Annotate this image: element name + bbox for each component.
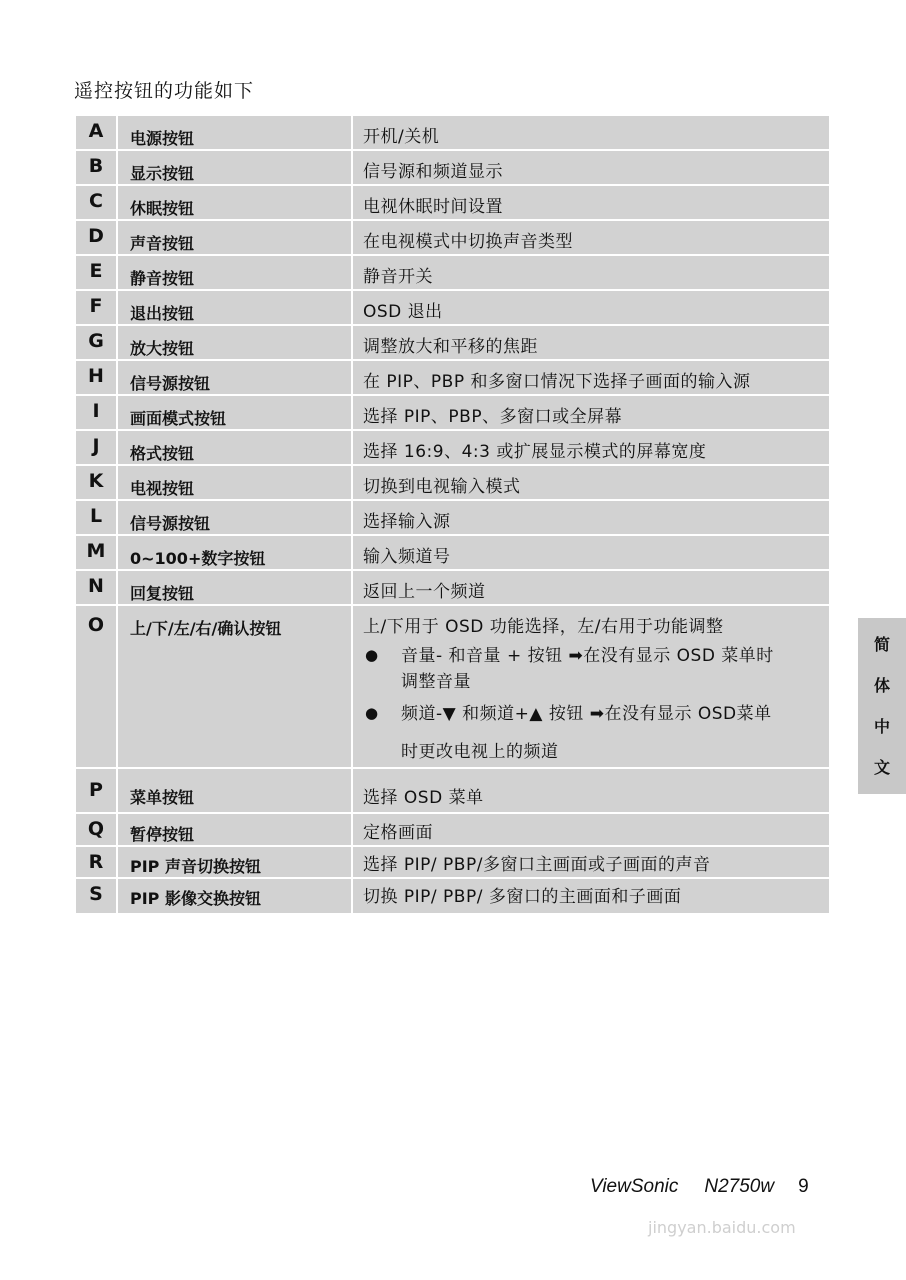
button-function: 电视休眠时间设置	[352, 185, 830, 220]
row-letter: O	[75, 605, 117, 768]
side-tab-char: 体	[873, 676, 890, 695]
bullet-text: 音量- 和音量 + 按钮 ➡在没有显示 OSD 菜单时	[401, 646, 774, 666]
button-function: 选择 OSD 菜单	[352, 768, 830, 813]
button-name: 回复按钮	[117, 570, 352, 605]
side-tab-char: 简	[873, 635, 890, 654]
button-name: 信号源按钮	[117, 500, 352, 535]
button-function: 在 PIP、PBP 和多窗口情况下选择子画面的输入源	[352, 360, 830, 395]
table-row	[75, 220, 830, 255]
table-row	[75, 395, 830, 430]
table-row	[75, 605, 830, 768]
table-row	[75, 185, 830, 220]
button-function: 输入频道号	[352, 535, 830, 570]
row-letter: L	[75, 500, 117, 535]
button-name: 0~100+数字按钮	[117, 535, 352, 570]
button-name: 信号源按钮	[117, 360, 352, 395]
button-name: 休眠按钮	[117, 185, 352, 220]
button-function: 切换到电视输入模式	[352, 465, 830, 500]
row-letter: K	[75, 465, 117, 500]
button-function: 定格画面	[352, 813, 830, 846]
button-name: 电视按钮	[117, 465, 352, 500]
table-row	[75, 878, 830, 914]
button-function: 返回上一个频道	[352, 570, 830, 605]
button-name: 电源按钮	[117, 115, 352, 150]
page-heading: 遥控按钮的功能如下	[74, 80, 255, 102]
bullet-icon: ●	[365, 646, 379, 664]
row-letter: D	[75, 220, 117, 255]
button-function: 选择 PIP/ PBP/多窗口主画面或子画面的声音	[352, 846, 830, 878]
button-function: 选择 PIP、PBP、多窗口或全屏幕	[352, 395, 830, 430]
button-function	[352, 605, 830, 768]
button-function: 开机/关机	[352, 115, 830, 150]
table-row	[75, 290, 830, 325]
row-letter: M	[75, 535, 117, 570]
row-letter: Q	[75, 813, 117, 846]
button-name: 静音按钮	[117, 255, 352, 290]
table-row	[75, 325, 830, 360]
bullet-text: 时更改电视上的频道	[401, 742, 559, 762]
table-row	[75, 465, 830, 500]
row-letter: F	[75, 290, 117, 325]
button-function: 在电视模式中切换声音类型	[352, 220, 830, 255]
button-name: 菜单按钮	[117, 768, 352, 813]
row-letter: P	[75, 768, 117, 813]
button-name: PIP 声音切换按钮	[117, 846, 352, 878]
table-row	[75, 430, 830, 465]
row-letter: A	[75, 115, 117, 150]
table-row	[75, 500, 830, 535]
remote-buttons-table	[74, 114, 831, 915]
function-text: 上/下用于 OSD 功能选择，左/右用于功能调整	[363, 617, 724, 637]
bullet-icon: ●	[365, 704, 379, 722]
button-name: 声音按钮	[117, 220, 352, 255]
button-function: 切换 PIP/ PBP/ 多窗口的主画面和子画面	[352, 878, 830, 914]
language-side-tab	[858, 618, 906, 794]
table-row	[75, 535, 830, 570]
row-letter: R	[75, 846, 117, 878]
table-row	[75, 813, 830, 846]
button-function: 调整放大和平移的焦距	[352, 325, 830, 360]
row-letter: J	[75, 430, 117, 465]
row-letter: N	[75, 570, 117, 605]
table-row	[75, 115, 830, 150]
side-tab-char: 文	[873, 758, 890, 777]
row-letter: I	[75, 395, 117, 430]
page-footer	[590, 1176, 809, 1198]
button-name: 显示按钮	[117, 150, 352, 185]
row-letter: B	[75, 150, 117, 185]
button-function: OSD 退出	[352, 290, 830, 325]
table-row	[75, 846, 830, 878]
table-row	[75, 360, 830, 395]
row-letter: G	[75, 325, 117, 360]
button-name: 格式按钮	[117, 430, 352, 465]
table-row	[75, 768, 830, 813]
row-letter: H	[75, 360, 117, 395]
bullet-item	[363, 701, 829, 765]
button-name: 退出按钮	[117, 290, 352, 325]
button-name: 上/下/左/右/确认按钮	[117, 605, 352, 768]
footer-brand: ViewSonic	[590, 1176, 679, 1197]
button-name: 画面模式按钮	[117, 395, 352, 430]
page-number: 9	[798, 1176, 809, 1197]
button-name: 暂停按钮	[117, 813, 352, 846]
side-tab-char: 中	[873, 717, 890, 736]
button-function: 静音开关	[352, 255, 830, 290]
button-function: 选择 16:9、4:3 或扩展显示模式的屏幕宽度	[352, 430, 830, 465]
bullet-text: 调整音量	[401, 672, 471, 692]
table-row	[75, 255, 830, 290]
table-row	[75, 570, 830, 605]
row-letter: C	[75, 185, 117, 220]
row-letter: S	[75, 878, 117, 914]
watermark: jingyan.baidu.com	[648, 1218, 796, 1237]
row-letter: E	[75, 255, 117, 290]
footer-model: N2750w	[704, 1176, 775, 1197]
button-function: 选择输入源	[352, 500, 830, 535]
bullet-item	[363, 643, 829, 695]
bullet-text: 频道-▼ 和频道+▲ 按钮 ➡在没有显示 OSD菜单	[401, 704, 772, 724]
button-function: 信号源和频道显示	[352, 150, 830, 185]
button-name: PIP 影像交换按钮	[117, 878, 352, 914]
button-name: 放大按钮	[117, 325, 352, 360]
table-row	[75, 150, 830, 185]
